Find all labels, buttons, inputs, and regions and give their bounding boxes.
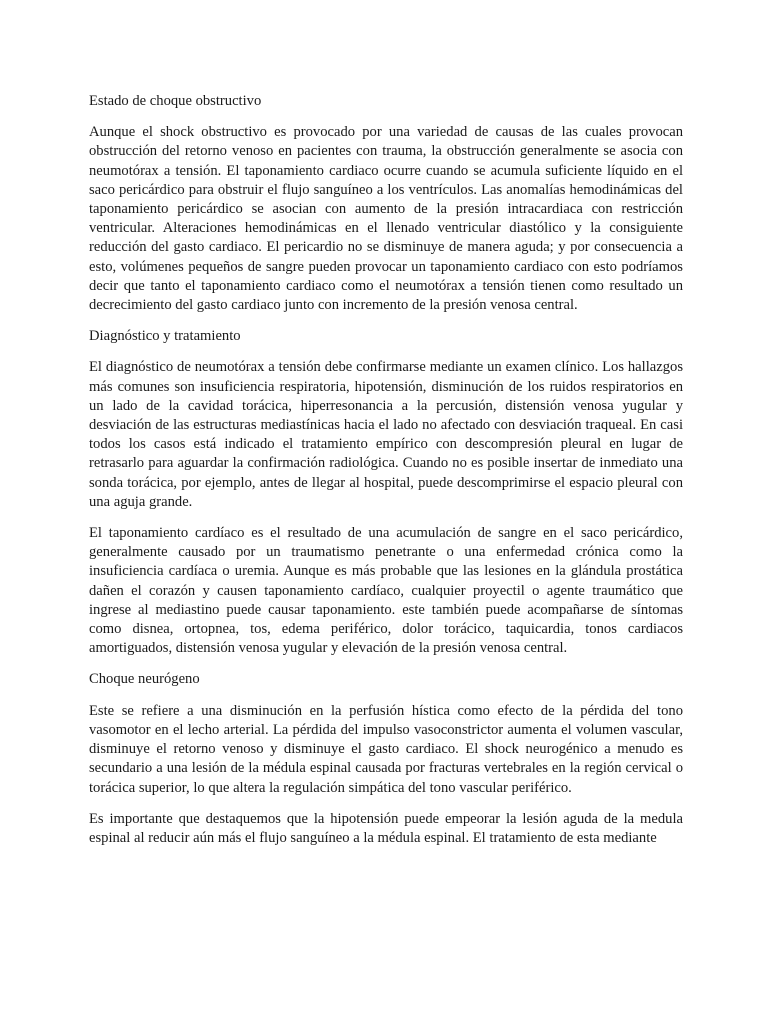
paragraph-obstructive-shock: Aunque el shock obstructivo es provocado por una variedad de causas de las cuales provocan obstrucción del retorno venoso en pacientes con trauma, la obstrucción generalmente se asocia con neumotórax a tensión. El taponamiento cardiaco ocurre cuando se acumula suficiente líquido en el saco pericárdico para obstruir el flujo sanguíneo a los ventrículos. Las anomalías hemodinámicas del taponamiento pericárdico se asocian con aumento de la presión intracardiaca con restricción ventricular. Alteraciones hemodinámicas en el llenado ventricular diastólico y la consiguiente reducción del gasto cardiaco. El pericardio no se disminuye de manera aguda; y por consecuencia a esto, volúmenes pequeños de sangre pueden provocar un taponamiento cardiaco con esto podríamos decir que tanto el taponamiento cardiaco como el neumotórax a tensión tienen como resultado un decrecimiento del gasto cardiaco junto con incremento de la presión venosa central. [89, 124, 683, 314]
paragraph-hypotension-spinal-injury: Es importante que destaquemos que la hipotensión puede empeorar la lesión aguda de la medula espinal al reducir aún más el flujo sanguíneo a la médula espinal. El tratamiento de esta mediante [89, 810, 683, 846]
paragraph-neurogenic-shock-definition: Este se refiere a una disminución en la perfusión hística como efecto de la pérdida del tono vasomotor en el lecho arterial. La pérdida del impulso vasoconstrictor aumenta el volumen vascular, disminuye el retorno venoso y disminuye el gasto cardiaco. El shock neurogénico a menudo es secundario a una lesión de la médula espinal causada por fracturas vertebrales en la región cervical o torácica superior, lo que altera la regulación simpática del tono vascular periférico. [89, 702, 683, 796]
document-body [89, 92, 683, 860]
paragraph-cardiac-tamponade: El taponamiento cardíaco es el resultado de una acumulación de sangre en el saco pericárdico, generalmente causado por un traumatismo penetrante o una enfermedad crónica como la insuficiencia cardíaca o uremia. Aunque es más probable que las lesiones en la glándula prostática dañen el corazón y causen taponamiento cardíaco, cualquier proyectil o agente traumático que ingrese al mediastino puede causar taponamiento. este también puede acompañarse de síntomas como disnea, ortopnea, tos, edema periférico, dolor torácico, taquicardia, tonos cardiacos amortiguados, distensión venosa yugular y elevación de la presión venosa central. [89, 525, 683, 657]
section-heading-obstructive-shock: Estado de choque obstructivo [89, 93, 262, 109]
section-heading-diagnosis-treatment: Diagnóstico y tratamiento [89, 328, 241, 345]
paragraph-tension-pneumothorax-diagnosis: El diagnóstico de neumotórax a tensión debe confirmarse mediante un examen clínico. Los hallazgos más comunes son insuficiencia respiratoria, hipotensión, disminución de los ruidos respiratorios en un lado de la cavidad torácica, hiperresonancia a la percusión, distensión venosa yugular y desviación de las estructuras mediastínicas hacia el lado no afectado con desviación traqueal. En casi todos los casos está indicado el tratamiento empírico con descompresión pleural en lugar de retrasarlo para aguardar la confirmación radiológica. Cuando no es posible insertar de inmediato una sonda torácica, por ejemplo, antes de llegar al hospital, puede descomprimirse el espacio pleural con una aguja grande. [89, 359, 683, 510]
section-heading-neurogenic-shock: Choque neurógeno [89, 671, 200, 688]
